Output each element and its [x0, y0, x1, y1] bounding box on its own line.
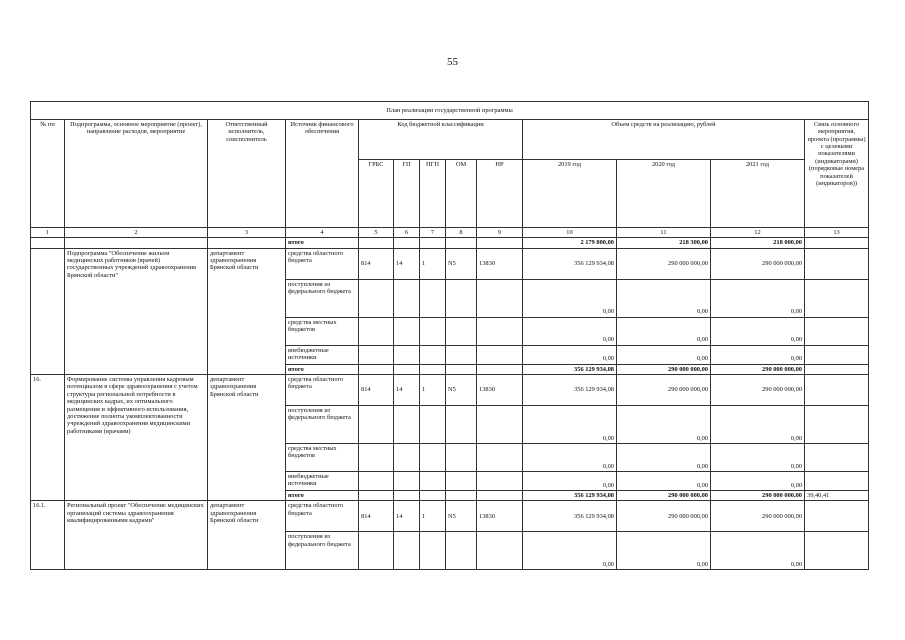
- header-grbs: ГРБС: [359, 160, 394, 228]
- empty-cell: [65, 238, 208, 248]
- indicator-link: [805, 317, 869, 345]
- empty-cell: [420, 364, 446, 374]
- code-om: N5: [446, 501, 477, 532]
- empty-cell: [359, 364, 394, 374]
- row-number: 16.: [31, 375, 65, 501]
- code-pgp: [420, 345, 446, 364]
- amount-v2019: 0,00: [523, 532, 617, 570]
- header-y2021: 2021 год: [711, 160, 805, 228]
- total-v2021: 218 000,00: [711, 238, 805, 248]
- column-number: 6: [394, 228, 420, 238]
- code-gp: [394, 444, 420, 472]
- column-number: 11: [617, 228, 711, 238]
- implementation-plan-table: [30, 101, 869, 570]
- empty-cell: [359, 491, 394, 501]
- code-nr: [477, 444, 523, 472]
- empty-cell: [394, 491, 420, 501]
- amount-v2021: 0,00: [711, 406, 805, 444]
- total-label: итого: [286, 238, 359, 248]
- code-nr: 13830: [477, 248, 523, 279]
- header-y2020: 2020 год: [617, 160, 711, 228]
- amount-v2019: 0,00: [523, 345, 617, 364]
- header-budget-code: Код бюджетной классификации: [359, 120, 523, 160]
- code-gp: 14: [394, 501, 420, 532]
- amount-v2021: 0,00: [711, 444, 805, 472]
- amount-v2019: 356 129 934,08: [523, 375, 617, 406]
- amount-v2020: 290 000 000,00: [617, 375, 711, 406]
- amount-v2021: 0,00: [711, 279, 805, 317]
- total-v2019: 2 179 800,00: [523, 238, 617, 248]
- code-grbs: [359, 406, 394, 444]
- column-number: 13: [805, 228, 869, 238]
- code-pgp: [420, 444, 446, 472]
- code-pgp: 1: [420, 375, 446, 406]
- funding-source: поступления из федерального бюджета: [286, 532, 359, 570]
- total-v2020: 290 000 000,00: [617, 491, 711, 501]
- funding-source: средства местных бюджетов: [286, 444, 359, 472]
- column-number: 4: [286, 228, 359, 238]
- code-grbs: [359, 279, 394, 317]
- code-om: [446, 345, 477, 364]
- code-grbs: 814: [359, 375, 394, 406]
- indicator-link: [805, 532, 869, 570]
- code-grbs: [359, 444, 394, 472]
- code-nr: [477, 317, 523, 345]
- amount-v2020: 0,00: [617, 317, 711, 345]
- header-y2019: 2019 год: [523, 160, 617, 228]
- code-nr: [477, 532, 523, 570]
- header-pgp: ПГП: [420, 160, 446, 228]
- header-responsible: Ответственный исполнитель, соисполнитель: [208, 120, 286, 228]
- code-grbs: 814: [359, 501, 394, 532]
- funding-source: средства областного бюджета: [286, 248, 359, 279]
- table-row: [31, 120, 869, 160]
- code-nr: [477, 472, 523, 491]
- table-row: [31, 501, 869, 532]
- table-row: [31, 375, 869, 406]
- amount-v2021: 290 000 000,00: [711, 501, 805, 532]
- total-label: итого: [286, 491, 359, 501]
- row-number: [31, 248, 65, 374]
- funding-source: поступления из федерального бюджета: [286, 406, 359, 444]
- total-v2020: 218 300,00: [617, 238, 711, 248]
- amount-v2019: 0,00: [523, 406, 617, 444]
- column-number: 9: [477, 228, 523, 238]
- amount-v2019: 356 129 934,08: [523, 501, 617, 532]
- code-nr: 13830: [477, 375, 523, 406]
- indicator-link: [805, 375, 869, 406]
- total-v2021: 290 000 000,00: [711, 364, 805, 374]
- indicator-link: [805, 279, 869, 317]
- total-v2019: 356 129 934,08: [523, 491, 617, 501]
- code-grbs: [359, 472, 394, 491]
- funding-source: средства областного бюджета: [286, 501, 359, 532]
- table-row: [31, 228, 869, 238]
- indicator-link: 39,40,41: [805, 491, 869, 501]
- code-pgp: [420, 532, 446, 570]
- empty-cell: [31, 238, 65, 248]
- header-indicator-link: Связь основного мероприятия, проекта (программы) с целевыми показателями (индикаторами) (порядковые номера показателей (индикаторов)): [805, 120, 869, 228]
- code-pgp: [420, 472, 446, 491]
- column-number: 8: [446, 228, 477, 238]
- code-nr: [477, 406, 523, 444]
- indicator-link: [805, 248, 869, 279]
- page-number: 55: [447, 56, 458, 68]
- code-pgp: 1: [420, 248, 446, 279]
- header-measure: Подпрограмма, основное мероприятие (проект), направление расходов, мероприятие: [65, 120, 208, 228]
- column-number: 12: [711, 228, 805, 238]
- code-grbs: [359, 345, 394, 364]
- code-gp: [394, 345, 420, 364]
- amount-v2021: 0,00: [711, 532, 805, 570]
- code-om: [446, 317, 477, 345]
- amount-v2020: 290 000 000,00: [617, 248, 711, 279]
- funding-source: средства местных бюджетов: [286, 317, 359, 345]
- column-number: 5: [359, 228, 394, 238]
- table-row: [31, 248, 869, 279]
- header-source: Источник финансового обеспечения: [286, 120, 359, 228]
- column-number: 3: [208, 228, 286, 238]
- indicator-link: [805, 501, 869, 532]
- funding-source: поступления из федерального бюджета: [286, 279, 359, 317]
- empty-cell: [477, 238, 523, 248]
- measure-name: Формирование системы управления кадровым потенциалом в сфере здравоохранения с учетом структуры региональной потребности в медицинских кадрах, их оптимального размещения и эффективного использования, достижение полноты укомплектованности учреждений здравоохранения медицинскими работниками (врачами): [65, 375, 208, 501]
- empty-cell: [805, 238, 869, 248]
- code-pgp: [420, 406, 446, 444]
- header-om: ОМ: [446, 160, 477, 228]
- amount-v2019: 0,00: [523, 279, 617, 317]
- empty-cell: [359, 238, 394, 248]
- code-gp: 14: [394, 248, 420, 279]
- amount-v2021: 0,00: [711, 345, 805, 364]
- amount-v2020: 0,00: [617, 444, 711, 472]
- table-row: [31, 102, 869, 120]
- empty-cell: [208, 238, 286, 248]
- indicator-link: [805, 406, 869, 444]
- amount-v2020: 0,00: [617, 279, 711, 317]
- code-om: [446, 279, 477, 317]
- empty-cell: [446, 238, 477, 248]
- code-grbs: [359, 532, 394, 570]
- amount-v2019: 0,00: [523, 444, 617, 472]
- column-number: 2: [65, 228, 208, 238]
- funding-source: внебюджетные источники: [286, 345, 359, 364]
- code-om: N5: [446, 375, 477, 406]
- code-grbs: 814: [359, 248, 394, 279]
- code-gp: [394, 317, 420, 345]
- indicator-link: [805, 345, 869, 364]
- responsible-executor: департамент здравоохранения Брянской области: [208, 248, 286, 374]
- code-gp: [394, 279, 420, 317]
- amount-v2020: 0,00: [617, 406, 711, 444]
- responsible-executor: департамент здравоохранения Брянской области: [208, 375, 286, 501]
- code-om: [446, 472, 477, 491]
- amount-v2021: 0,00: [711, 317, 805, 345]
- amount-v2021: 290 000 000,00: [711, 248, 805, 279]
- measure-name: Подпрограмма "Обеспечение жильем медицинских работников (врачей) государственных учреждений здравоохранения Брянской области": [65, 248, 208, 374]
- measure-name: Региональный проект "Обеспечение медицинских организаций системы здравоохранения квалифицированными кадрами": [65, 501, 208, 570]
- amount-v2019: 356 129 934,08: [523, 248, 617, 279]
- empty-cell: [446, 491, 477, 501]
- empty-cell: [420, 238, 446, 248]
- code-nr: [477, 345, 523, 364]
- amount-v2020: 290 000 000,00: [617, 501, 711, 532]
- column-number: 7: [420, 228, 446, 238]
- amount-v2019: 0,00: [523, 472, 617, 491]
- code-om: N5: [446, 248, 477, 279]
- code-om: [446, 406, 477, 444]
- header-number: № пп: [31, 120, 65, 228]
- code-nr: [477, 279, 523, 317]
- empty-cell: [420, 491, 446, 501]
- table-row: [31, 238, 869, 248]
- header-nr: НР: [477, 160, 523, 228]
- row-number: 16.1.: [31, 501, 65, 570]
- table-title: План реализации государственной программы: [31, 102, 869, 120]
- header-gp: ГП: [394, 160, 420, 228]
- empty-cell: [477, 364, 523, 374]
- code-nr: 13830: [477, 501, 523, 532]
- funding-source: средства областного бюджета: [286, 375, 359, 406]
- code-gp: [394, 406, 420, 444]
- code-gp: [394, 472, 420, 491]
- code-pgp: [420, 279, 446, 317]
- amount-v2020: 0,00: [617, 532, 711, 570]
- total-v2020: 290 000 000,00: [617, 364, 711, 374]
- code-pgp: 1: [420, 501, 446, 532]
- amount-v2021: 0,00: [711, 472, 805, 491]
- code-om: [446, 444, 477, 472]
- empty-cell: [446, 364, 477, 374]
- amount-v2019: 0,00: [523, 317, 617, 345]
- amount-v2020: 0,00: [617, 345, 711, 364]
- column-number: 1: [31, 228, 65, 238]
- indicator-link: [805, 444, 869, 472]
- empty-cell: [477, 491, 523, 501]
- funding-source: внебюджетные источники: [286, 472, 359, 491]
- total-v2019: 356 129 934,08: [523, 364, 617, 374]
- code-pgp: [420, 317, 446, 345]
- header-volume: Объем средств на реализацию, рублей: [523, 120, 805, 160]
- total-v2021: 290 000 000,00: [711, 491, 805, 501]
- empty-cell: [394, 364, 420, 374]
- indicator-link: [805, 472, 869, 491]
- amount-v2021: 290 000 000,00: [711, 375, 805, 406]
- code-om: [446, 532, 477, 570]
- amount-v2020: 0,00: [617, 472, 711, 491]
- total-label: итого: [286, 364, 359, 374]
- code-gp: 14: [394, 375, 420, 406]
- indicator-link: [805, 364, 869, 374]
- code-grbs: [359, 317, 394, 345]
- column-number: 10: [523, 228, 617, 238]
- responsible-executor: департамент здравоохранения Брянской области: [208, 501, 286, 570]
- empty-cell: [394, 238, 420, 248]
- code-gp: [394, 532, 420, 570]
